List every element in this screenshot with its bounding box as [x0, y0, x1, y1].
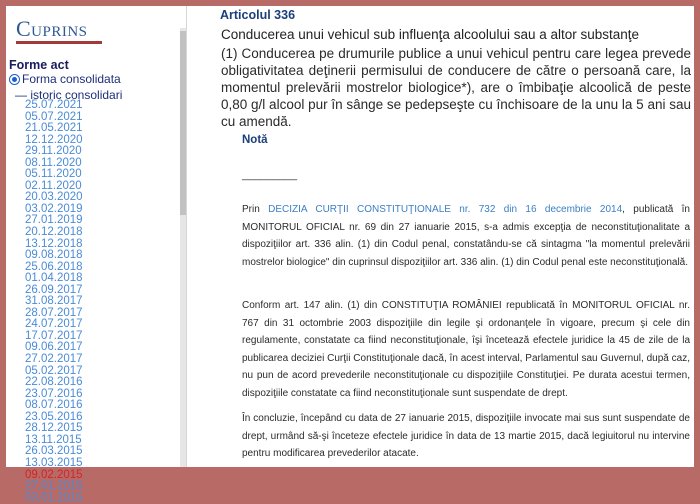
istoric-consolidari-label: — istoric consolidari: [15, 88, 123, 102]
consolidation-date-link[interactable]: 08.11.2020: [25, 156, 82, 169]
logo-underline: [16, 41, 102, 44]
consolidation-date-link[interactable]: 13.12.2018: [25, 237, 83, 250]
consolidation-date-link[interactable]: 12.12.2020: [25, 133, 83, 146]
consolidation-date-link[interactable]: 05.07.2021: [25, 110, 83, 123]
consolidation-date-link[interactable]: 01.04.2018: [25, 272, 83, 285]
consolidation-date-link[interactable]: 27.02.2017: [25, 353, 83, 366]
article-content: [220, 6, 692, 467]
consolidation-date-link[interactable]: 03.01.2015: [25, 491, 83, 504]
consolidation-date-link[interactable]: 23.05.2016: [25, 410, 83, 423]
nota-separator: _________: [242, 169, 298, 181]
consolidation-date-link[interactable]: 20.03.2020: [25, 191, 83, 204]
consolidation-date-link[interactable]: 09.02.2015: [25, 468, 83, 481]
consolidation-date-link[interactable]: 13.03.2015: [25, 456, 83, 469]
forme-act-heading: Forme act: [9, 58, 69, 72]
note-paragraph-decision: [242, 201, 690, 271]
consolidation-date-link[interactable]: 25.06.2018: [25, 260, 83, 273]
consolidation-date-link[interactable]: 28.12.2015: [25, 422, 83, 435]
consolidation-date-link[interactable]: 21.05.2021: [25, 122, 83, 135]
sidebar: [6, 6, 186, 504]
note-paragraph-conclusion: În concluzie, începând cu data de 27 ianuarie 2015, dispoziţiile invocate mai sus sunt suspendate de drept, urmând să-şi înceteze efectele juridice în data de 13 martie 2015, dacă legiuitorul nu intervine pentru modificarea prevederilor atacate.: [242, 413, 690, 460]
note-prefix-text: Prin: [242, 204, 269, 215]
consolidation-date-link[interactable]: 20.12.2018: [25, 226, 83, 239]
consolidation-date-link[interactable]: 17.07.2017: [25, 329, 83, 342]
consolidation-date-link[interactable]: 13.11.2015: [25, 433, 82, 446]
consolidation-date-link[interactable]: 29.11.2020: [25, 145, 82, 158]
consolidation-date-link[interactable]: 05.02.2017: [25, 364, 83, 377]
consolidation-date-link[interactable]: 22.08.2016: [25, 376, 83, 389]
consolidation-date-link[interactable]: 26.03.2015: [25, 445, 83, 458]
forma-consolidata-label: Forma consolidata: [22, 72, 121, 86]
document-frame: [6, 6, 694, 504]
consolidation-date-link[interactable]: 09.08.2018: [25, 249, 83, 262]
consolidation-date-link[interactable]: 25.07.2021: [25, 99, 83, 111]
radio-selected-icon[interactable]: [9, 74, 20, 85]
article-paragraph-1: (1) Conducerea pe drumurile publice a unui vehicul pentru care legea prevede obligativitatea deţinerii permisului de conducere de către o persoană care, la momentul prelevării mostrelor biologice*), are o îmbibaţie alcoolică de peste 0,80 g/l alcool pur în sânge se pedepseşte cu închisoare de la unu la 5 ani sau cu amendă.: [221, 46, 691, 129]
note-paragraph-constitution: Conform art. 147 alin. (1) din CONSTITUŢIA ROMÂNIEI republicată în MONITORUL OFICIAL nr. 767 din 31 octombrie 2003 dispoziţiile din legile şi ordonanţele în vigoare, precum şi cele din regulamente, constatate ca fiind neconstituţionale, îşi încetează efectele juridice la 45 de zile de la publicarea deciziei Curţii Constituţionale dacă, în acest interval, Parlamentul sau Guvernul, după caz, nu pun de acord prevederile neconstituţionale cu dispoziţiile Constituţiei. Pe durata acestui termen, dispoziţiile constatate ca fiind neconstituţionale sunt suspendate de drept.: [242, 300, 690, 399]
consolidation-date-link[interactable]: 31.08.2017: [25, 295, 83, 308]
sidebar-divider: [186, 6, 187, 467]
cuprins-logo[interactable]: Cuprins: [16, 16, 88, 41]
consolidation-date-link[interactable]: 08.07.2016: [25, 399, 83, 412]
forma-consolidata-option[interactable]: [9, 72, 121, 86]
consolidation-date-list: [25, 100, 83, 504]
consolidation-date-link[interactable]: 27.01.2015: [25, 480, 83, 493]
consolidation-date-link[interactable]: 23.07.2016: [25, 387, 83, 400]
decision-link[interactable]: DECIZIA CURŢII CONSTITUŢIONALE nr. 732 din 16 decembrie 2014: [268, 204, 623, 215]
consolidation-date-link[interactable]: 24.07.2017: [25, 318, 83, 331]
consolidation-date-link[interactable]: 26.09.2017: [25, 283, 83, 296]
consolidation-date-link[interactable]: 09.06.2017: [25, 341, 83, 354]
article-title: Articolul 336: [220, 8, 296, 22]
consolidation-date-link[interactable]: 28.07.2017: [25, 306, 83, 319]
consolidation-date-link[interactable]: 03.02.2019: [25, 202, 83, 215]
article-subtitle: Conducerea unui vehicul sub influenţa alcoolului sau a altor substanţe: [221, 27, 640, 42]
note-decision-text: , publicată în MONITORUL OFICIAL nr. 69 din 27 ianuarie 2015, s-a admis excepţia de neconstituţionalitate a dispoziţiilor art. 336 alin. (1) din Codul penal, constatându-se că sintagma "la momentul prelevării mostrelor biologice" din cuprinsul dispoziţiilor art. 336 alin. (1) din Codul penal este neconstituţională.: [242, 204, 690, 268]
consolidation-date-link[interactable]: 05.11.2020: [25, 168, 82, 181]
nota-heading: Notă: [242, 134, 268, 146]
consolidation-date-link[interactable]: 02.11.2020: [25, 179, 82, 192]
consolidation-date-link[interactable]: 27.01.2019: [25, 214, 83, 227]
